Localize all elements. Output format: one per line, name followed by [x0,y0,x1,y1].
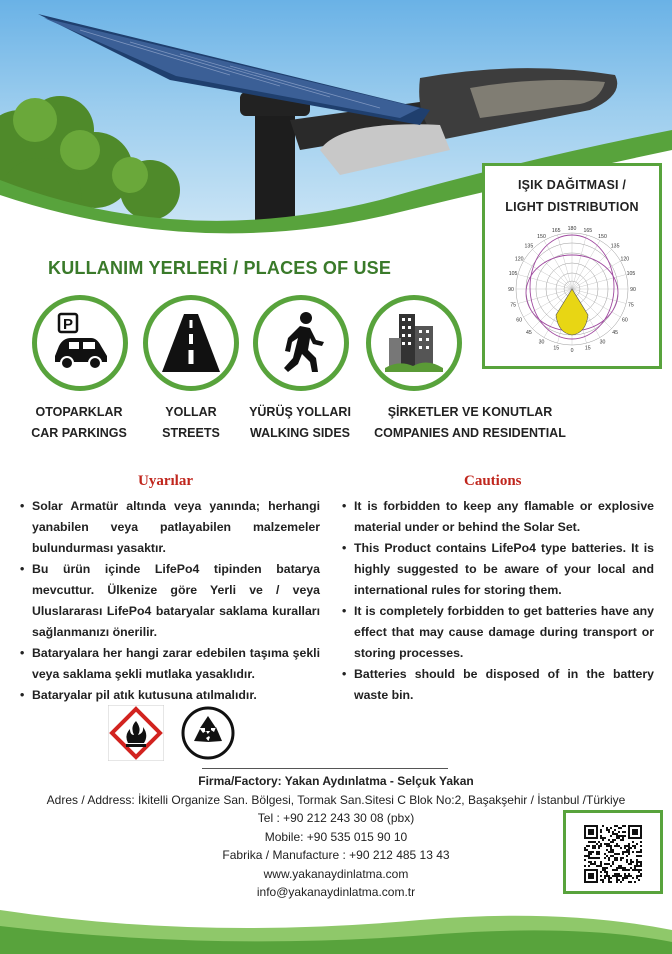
place-label-en: WALKING SIDES [249,426,350,440]
angle-label: 15 [553,345,560,352]
warnings-en-list [342,496,654,706]
contact-tel: Tel : +90 212 243 30 08 (pbx) [257,811,415,825]
contact-email: info@yakanaydinlatma.com.tr [256,885,416,899]
angle-label: 30 [538,339,545,346]
angle-label: 180 [567,225,577,232]
angle-label: 15 [584,345,591,352]
light-distribution-panel [482,163,662,369]
street-icon [143,295,239,391]
angle-label: 120 [514,256,524,263]
angle-label: 105 [508,271,518,278]
angle-label: 165 [583,227,593,234]
svg-text:P: P [62,316,74,333]
place-label-en: CAR PARKINGS [31,426,127,440]
angle-label: 30 [599,339,606,346]
flammable-hazard-icon [108,705,164,761]
warning-item: • This Product contains LifePo4 type batteries. It is highly suggested to be aware of your local and international rules for storing them. [342,538,654,601]
contact-factory: Fabrika / Manufacture : +90 212 485 13 43 [222,848,450,862]
warning-item: • It is completely forbidden to get batteries have any effect that may cause damage during transport or storing processes. [342,601,654,664]
place-label-parking [18,402,140,444]
places-title: KULLANIM YERLERİ / PLACES OF USE [48,258,392,278]
warning-item: • Batteries should be disposed of in the battery waste bin. [342,664,654,706]
place-label-en: STREETS [162,426,220,440]
place-label-walking [242,402,358,444]
angle-label: 45 [612,329,619,336]
angle-label: 150 [537,233,546,240]
light-distribution-title [485,174,659,218]
warning-item: • It is forbidden to keep any flamable or explosive material under or behind the Solar Set. [342,496,654,538]
angle-label: 0 [570,347,574,354]
place-label-en: COMPANIES AND RESIDENTIAL [374,426,566,440]
contact-address: Adres / Address: İkitelli Organize San. Bölgesi, Tormak San.Sitesi C Blok No:2, Başakşehir / İstanbul /Türkiye [46,792,626,807]
angle-label: 45 [525,329,532,336]
contact-mobile: Mobile: +90 535 015 90 10 [264,829,408,844]
contact-web: www.yakanaydinlatma.com [263,866,409,881]
warning-item: • Bu ürün içinde LifePo4 tipinden batarya mevcuttur. Ülkenize göre Yerli ve / veya Uluslararası LifePo4 bataryalar saklama kuralları sağlanmanızı önerilir. [20,559,320,643]
angle-label: 120 [620,256,630,263]
contact-divider [202,768,448,769]
warnings-tr-list [20,496,320,706]
polar-distribution-chart [507,224,637,354]
warning-item: • Solar Armatür altında veya yanında; herhangi yanabilen veya patlayabilen malzemeler bulundurması yasaktır. [20,496,320,559]
angle-label: 90 [630,286,636,293]
angle-label: 60 [516,317,523,324]
angle-label: 150 [598,233,607,240]
place-label-tr: ŞİRKETLER VE KONUTLAR [387,405,553,419]
recycle-icon [180,705,236,761]
angle-label: 90 [508,286,514,293]
light-distribution-title-en: LIGHT DISTRIBUTION [505,200,639,214]
angle-label: 135 [610,243,620,250]
warning-item: • Bataryalara her hangi zarar edebilen taşıma şekli veya saklama şekli mutlaka yasaklıdır. [20,643,320,685]
light-distribution-title-tr: IŞIK DAĞITMASI / [517,178,627,192]
car-parking-icon [32,295,128,391]
footer-swoosh [0,880,672,954]
warnings-en-title: Cautions [464,473,522,489]
angle-label: 165 [551,227,561,234]
angle-label: 75 [628,302,634,309]
angle-label: 135 [524,243,534,250]
qr-code-icon [584,825,642,883]
buildings-icon [366,295,462,391]
warnings-tr-title: Uyarılar [138,473,193,489]
place-label-tr: YÜRÜŞ YOLLARI [249,405,351,419]
walking-person-icon [253,295,349,391]
angle-label: 105 [626,271,636,278]
place-label-streets [140,402,242,444]
contact-firm: Firma/Factory: Yakan Aydınlatma - Selçuk Yakan [198,774,474,788]
angle-label: 75 [510,302,516,309]
angle-label: 60 [621,317,628,324]
place-label-companies [360,402,580,444]
place-label-tr: OTOPARKLAR [35,405,123,419]
warning-item: • Bataryalar pil atık kutusuna atılmalıdır. [20,685,320,706]
place-label-tr: YOLLAR [165,405,217,419]
